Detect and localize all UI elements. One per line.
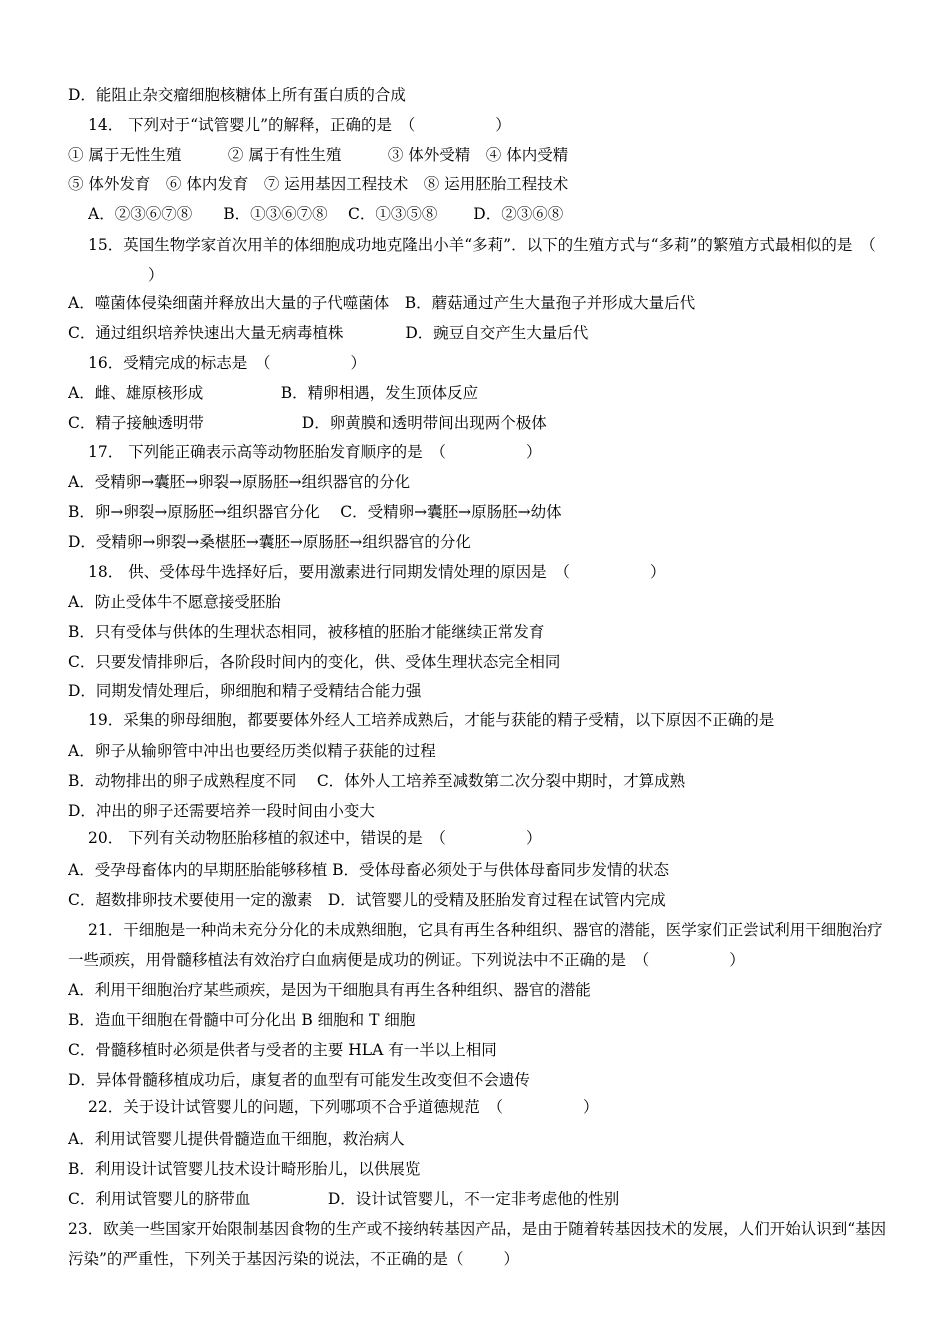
q22-option-b: B．利用设计试管婴儿技术设计畸形胎儿，以供展览 [68,1160,421,1178]
q21-stem: 21．干细胞是一种尚未充分分化的未成熟细胞，它具有再生各种组织、器官的潜能，医学家们正尝试利用干细胞治疗一些顽疾，用骨髓移植法有效治疗白血病便是成功的例证。下列说法中不正确的是 （ ） [68,921,883,969]
q22-stem: 22．关于设计试管婴儿的问题，下列哪项不合乎道德规范 （ ） [88,1098,599,1116]
q15-options-ab: A．噬菌体侵染细菌并释放出大量的子代噬菌体 B．蘑菇通过产生大量孢子并形成大量后代 [68,294,696,312]
q16-options-cd: C．精子接触透明带 D．卵黄膜和透明带间出现两个极体 [68,414,547,432]
q22-options-cd: C．利用试管婴儿的脐带血 D．设计试管婴儿，不一定非考虑他的性别 [68,1190,620,1208]
q15-stem: 15．英国生物学家首次用羊的体细胞成功地克隆出小羊“多莉”．以下的生殖方式与“多莉”的繁殖方式最相似的是 （） [88,236,876,284]
q18-stem: 18． 供、受体母牛选择好后，要用激素进行同期发情处理的原因是 （ ） [88,563,666,581]
q17-option-a: A．受精卵→囊胚→卵裂→原肠胚→组织器官的分化 [68,473,411,491]
q13-option-d: D．能阻止杂交瘤细胞核糖体上所有蛋白质的合成 [68,86,406,104]
q19-stem: 19．采集的卵母细胞，都要要体外经人工培养成熟后，才能与获能的精子受精，以下原因不正确的是 [88,711,775,729]
q19-option-a: A．卵子从输卵管中冲出也要经历类似精子获能的过程 [68,742,436,760]
q19-option-d: D．冲出的卵子还需要培养一段时间由小变大 [68,802,375,820]
q21-option-c: C．骨髓移植时必须是供者与受者的主要 HLA 有一半以上相同 [68,1041,497,1059]
q19-options-bc: B．动物排出的卵子成熟程度不同 C．体外人工培养至减数第二次分裂中期时，才算成熟 [68,772,686,790]
q17-options-bc: B．卵→卵裂→原肠胚→组织器官分化 C．受精卵→囊胚→原肠胚→幼体 [68,503,562,521]
q14-statements-2: ⑤ 体外发育 ⑥ 体内发育 ⑦ 运用基因工程技术 ⑧ 运用胚胎工程技术 [68,175,569,193]
q17-stem: 17． 下列能正确表示高等动物胚胎发育顺序的是 （ ） [88,443,542,461]
q21-option-b: B．造血干细胞在骨髓中可分化出 B 细胞和 T 细胞 [68,1011,416,1029]
q15-options-cd: C．通过组织培养快速出大量无病毒植株 D．豌豆自交产生大量后代 [68,324,589,342]
q22-option-a: A．利用试管婴儿提供骨髓造血干细胞，救治病人 [68,1130,405,1148]
q14-statements-1: ① 属于无性生殖 ② 属于有性生殖 ③ 体外受精 ④ 体内受精 [68,146,569,164]
q21-option-d: D．异体骨髓移植成功后，康复者的血型有可能发生改变但不会遗传 [68,1071,530,1089]
q14-options: A．②③⑥⑦⑧ B．①③⑥⑦⑧ C．①③⑤⑧ D．②③⑥⑧ [88,205,564,223]
q20-options-cd: C．超数排卵技术要使用一定的激素 D．试管婴儿的受精及胚胎发育过程在试管内完成 [68,891,666,909]
q23-stem: 23．欧美一些国家开始限制基因食物的生产或不接纳转基因产品，是由于随着转基因技术的发展，人们开始认识到“基因污染”的严重性，下列关于基因污染的说法，不正确的是（ ） [68,1220,887,1268]
q17-option-d: D．受精卵→卵裂→桑椹胚→囊胚→原肠胚→组织器官的分化 [68,533,471,551]
q21-option-a: A．利用干细胞治疗某些顽疾，是因为干细胞具有再生各种组织、器官的潜能 [68,981,591,999]
q18-option-d: D．同期发情处理后，卵细胞和精子受精结合能力强 [68,682,422,700]
q20-options-ab: A．受孕母畜体内的早期胚胎能够移植 B．受体母畜必须处于与供体母畜同步发情的状态 [68,861,670,879]
q14-stem: 14． 下列对于“试管婴儿”的解释，正确的是 （ ） [88,116,511,134]
q16-options-ab: A．雌、雄原核形成 B．精卵相遇，发生顶体反应 [68,384,479,402]
q16-stem: 16．受精完成的标志是 （ ） [88,354,367,372]
q18-option-c: C．只要发情排卵后，各阶段时间内的变化，供、受体生理状态完全相同 [68,653,561,671]
q18-option-b: B．只有受体与供体的生理状态相同，被移植的胚胎才能继续正常发育 [68,623,545,641]
q20-stem: 20． 下列有关动物胚胎移植的叙述中，错误的是 （ ） [88,829,542,847]
q18-option-a: A．防止受体牛不愿意接受胚胎 [68,593,281,611]
